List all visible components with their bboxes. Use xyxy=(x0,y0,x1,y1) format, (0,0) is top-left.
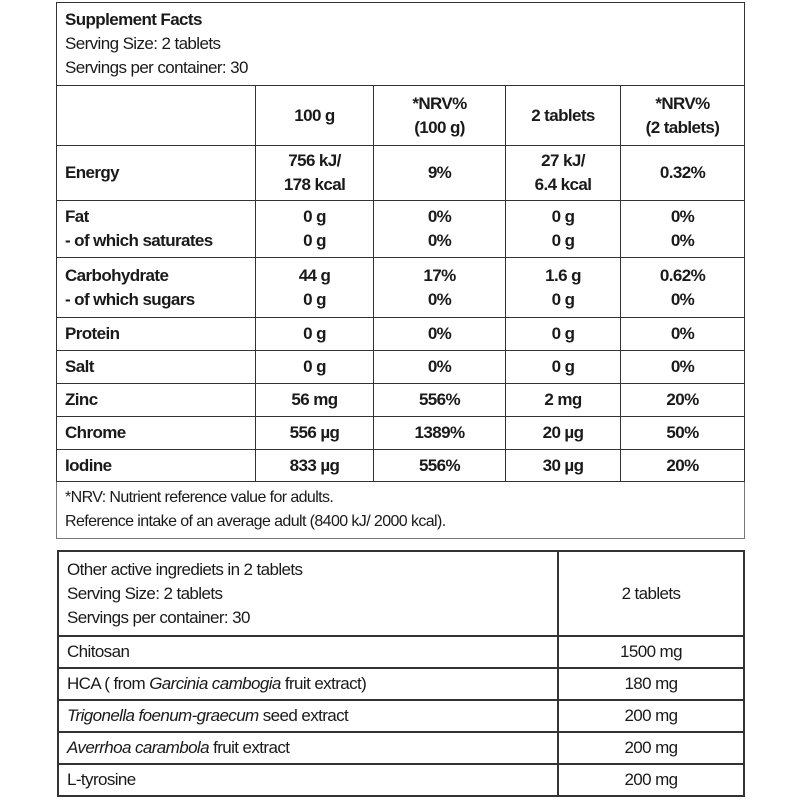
ingredient-name xyxy=(58,636,558,668)
ingredient-amount: 1500 mg xyxy=(558,636,744,668)
nutrient-value xyxy=(374,417,506,450)
cell-line: 50% xyxy=(666,423,699,442)
nutrient-row xyxy=(57,201,745,258)
cell-line: 30 µg xyxy=(542,455,584,475)
cell-line: 9% xyxy=(427,163,452,182)
col-100g: 100 g xyxy=(256,86,374,146)
nutrient-value xyxy=(506,450,621,482)
nutrient-value xyxy=(506,318,621,351)
cell-line: 0 g xyxy=(551,207,575,226)
nutrient-value xyxy=(256,201,374,258)
name-part: Chitosan xyxy=(67,642,130,661)
footnote-nrv: *NRV: Nutrient reference value for adults. xyxy=(65,489,334,506)
ingredient-row xyxy=(58,732,744,764)
cell-line: Zinc xyxy=(65,390,98,409)
cell-line: 0% xyxy=(670,289,695,309)
col-nrv-100g xyxy=(374,86,506,146)
col-2-tablets: 2 tablets xyxy=(506,86,621,146)
cell-line: 0% xyxy=(427,207,452,226)
supplement-facts-table xyxy=(56,2,745,539)
ingredient-name xyxy=(58,668,558,700)
nutrient-value xyxy=(256,318,374,351)
nutrient-value xyxy=(374,351,506,384)
nutrient-value xyxy=(621,318,745,351)
cell-line: 20% xyxy=(666,390,699,409)
nutrient-value xyxy=(506,201,621,258)
nutrient-row xyxy=(57,417,745,450)
ingredient-name xyxy=(58,732,558,764)
nutrient-value xyxy=(374,146,506,201)
cell-line: 20 µg xyxy=(542,423,584,442)
cell-line: 178 kcal xyxy=(283,175,346,194)
nutrient-value xyxy=(506,258,621,318)
cell-line: 0 g xyxy=(303,357,326,376)
cell-line: Protein xyxy=(65,324,120,343)
other-ingredients-table xyxy=(57,550,745,797)
cell-line: 20% xyxy=(666,455,699,475)
footnote xyxy=(57,482,745,539)
nutrient-value xyxy=(621,146,745,201)
cell-line: 0% xyxy=(670,357,695,376)
other-header xyxy=(58,551,558,636)
cell-line: 1.6 g xyxy=(545,265,581,285)
cell-line: 0% xyxy=(427,357,452,376)
cell-line: 756 kJ/ xyxy=(288,151,341,170)
nutrient-name xyxy=(57,146,256,201)
cell-line: 556 µg xyxy=(289,423,340,442)
cell-line: 556% xyxy=(418,455,461,475)
nutrient-value xyxy=(256,258,374,318)
cell-line: Energy xyxy=(65,163,120,182)
nutrient-value xyxy=(506,351,621,384)
cell-line: 6.4 kcal xyxy=(534,175,592,194)
ingredient-name xyxy=(58,764,558,796)
nutrient-name xyxy=(57,201,256,258)
nutrient-value xyxy=(374,450,506,482)
footnote-reference-intake: Reference intake of an average adult (8400 kJ/ 2000 kcal). xyxy=(65,513,446,530)
ingredient-amount: 200 mg xyxy=(558,764,744,796)
nutrient-value xyxy=(374,201,506,258)
ingredient-row xyxy=(58,636,744,668)
ingredient-row xyxy=(58,668,744,700)
name-part: Garcinia cambogia xyxy=(149,674,281,693)
cell-line: 0.62% xyxy=(659,265,706,285)
other-serving-size: Serving Size: 2 tablets xyxy=(67,583,223,603)
nutrient-value xyxy=(506,384,621,417)
name-part: seed extract xyxy=(258,706,349,725)
col-label: *NRV% xyxy=(655,93,710,113)
nutrient-row xyxy=(57,351,745,384)
ingredient-amount: 200 mg xyxy=(558,732,744,764)
col-label: *NRV% xyxy=(412,93,467,113)
other-col-header: 2 tablets xyxy=(558,551,744,636)
name-part: fruit extract xyxy=(208,738,290,757)
cell-line: 0% xyxy=(670,324,695,343)
cell-line: 0% xyxy=(427,324,452,343)
nutrient-value xyxy=(256,384,374,417)
nutrient-name xyxy=(57,318,256,351)
column-header-row xyxy=(57,86,745,146)
nutrient-value xyxy=(256,450,374,482)
cell-line: 0 g xyxy=(303,207,326,226)
nutrient-value xyxy=(506,417,621,450)
cell-line: 0 g xyxy=(303,289,326,309)
nutrient-value xyxy=(256,417,374,450)
nutrient-value xyxy=(621,450,745,482)
nutrient-name xyxy=(57,450,256,482)
cell-line: 0 g xyxy=(551,289,575,309)
nutrient-value xyxy=(621,201,745,258)
cell-line: Fat xyxy=(65,207,89,226)
nutrient-value xyxy=(621,258,745,318)
nutrient-value xyxy=(374,384,506,417)
ingredient-amount: 180 mg xyxy=(558,668,744,700)
col-nrv-2-tablets xyxy=(621,86,745,146)
cell-line: 44 g xyxy=(298,265,331,285)
name-part: Averrhoa carambola xyxy=(67,738,209,757)
ingredient-name xyxy=(58,700,558,732)
col-label: (100 g) xyxy=(414,117,465,137)
nutrient-value xyxy=(621,351,745,384)
name-part: fruit extract) xyxy=(280,674,367,693)
other-servings: Servings per container: 30 xyxy=(67,607,250,627)
nutrient-row xyxy=(57,146,745,201)
cell-line: 0 g xyxy=(303,231,326,250)
cell-line: 17% xyxy=(423,265,456,285)
cell-line: Carbohydrate xyxy=(65,265,169,285)
nutrient-value xyxy=(256,146,374,201)
cell-line: Chrome xyxy=(65,423,126,442)
cell-line: 833 µg xyxy=(289,455,340,475)
nutrient-value xyxy=(621,417,745,450)
name-part: L-tyrosine xyxy=(67,770,136,789)
nutrient-name xyxy=(57,384,256,417)
nutrient-name xyxy=(57,258,256,318)
cell-line: Iodine xyxy=(65,455,112,475)
other-title: Other active ingrediets in 2 tablets xyxy=(67,559,303,579)
facts-title: Supplement Facts xyxy=(65,10,202,29)
cell-line: 0% xyxy=(427,289,452,309)
nutrient-value xyxy=(621,384,745,417)
ingredient-row xyxy=(58,700,744,732)
nutrient-value xyxy=(506,146,621,201)
nutrient-value xyxy=(256,351,374,384)
cell-line: 0 g xyxy=(303,324,326,343)
cell-line: 0% xyxy=(670,207,695,226)
nutrient-row xyxy=(57,258,745,318)
facts-header xyxy=(57,3,745,86)
cell-line: - of which sugars xyxy=(65,289,195,309)
cell-line: 27 kJ/ xyxy=(541,151,585,170)
nutrient-name xyxy=(57,351,256,384)
nutrient-value xyxy=(374,258,506,318)
servings-per-container: Servings per container: 30 xyxy=(65,58,248,77)
cell-line: 0% xyxy=(427,231,452,250)
col-label: (2 tablets) xyxy=(645,117,720,137)
cell-line: 2 mg xyxy=(544,390,582,409)
cell-line: 0 g xyxy=(551,357,575,376)
ingredient-amount: 200 mg xyxy=(558,700,744,732)
nutrient-row xyxy=(57,318,745,351)
name-part: HCA ( from xyxy=(67,674,150,693)
serving-size: Serving Size: 2 tablets xyxy=(65,34,221,53)
cell-line: - of which saturates xyxy=(65,231,213,250)
nutrient-row xyxy=(57,450,745,482)
cell-line: 0% xyxy=(670,231,695,250)
cell-line: 0 g xyxy=(551,324,575,343)
nutrient-name xyxy=(57,417,256,450)
cell-line: 0 g xyxy=(551,231,575,250)
nutrient-row xyxy=(57,384,745,417)
cell-line: 0.32% xyxy=(659,163,706,182)
ingredient-row xyxy=(58,764,744,796)
nutrient-value xyxy=(374,318,506,351)
cell-line: 1389% xyxy=(414,423,465,442)
cell-line: 56 mg xyxy=(291,390,338,409)
name-part: Trigonella foenum-graecum xyxy=(67,706,259,725)
cell-line: Salt xyxy=(65,357,94,376)
cell-line: 556% xyxy=(418,390,461,409)
